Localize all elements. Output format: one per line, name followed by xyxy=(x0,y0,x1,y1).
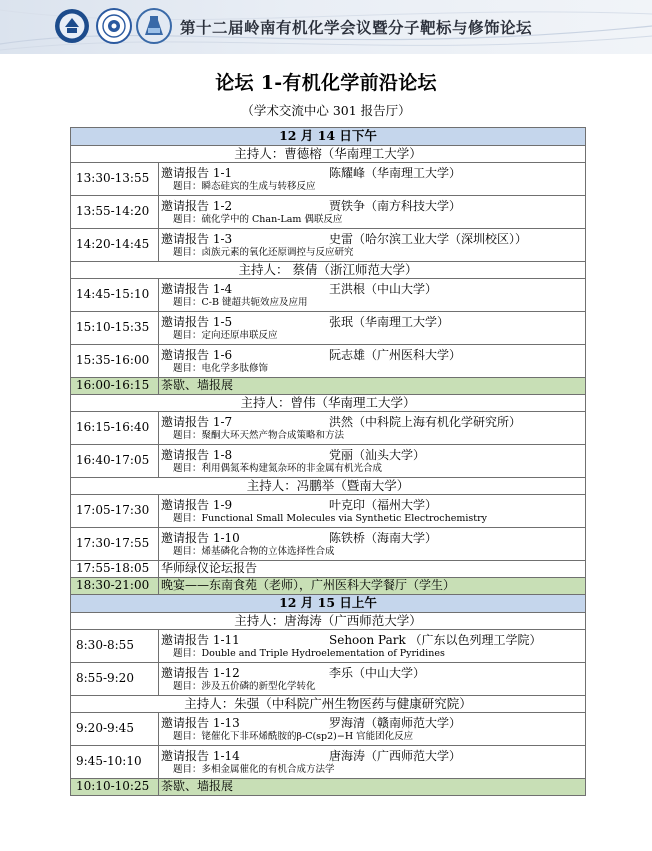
time-slot: 16:40-17:05 xyxy=(71,445,159,478)
event-text: 茶歇、墙报展 xyxy=(161,378,234,393)
talk-cell xyxy=(159,163,586,196)
event-text: 晚宴——东南食苑（老师），广州医科大学餐厅（学生） xyxy=(161,578,456,593)
talk-topic: 题目：涉及五价磷的新型化学转化 xyxy=(173,680,316,692)
time-slot: 8:30-8:55 xyxy=(71,630,159,663)
talk-cell xyxy=(159,345,586,378)
talk-cell xyxy=(159,312,586,345)
chemistry-logo xyxy=(136,8,172,44)
talk-row xyxy=(71,528,586,561)
time-slot: 18:30-21:00 xyxy=(71,578,159,595)
time-slot: 16:15-16:40 xyxy=(71,412,159,445)
talk-topic: 题目：定向还原串联反应 xyxy=(173,329,278,341)
talk-line xyxy=(159,199,585,215)
break-row xyxy=(71,779,586,796)
talk-row xyxy=(71,345,586,378)
page-title: 论坛 1-有机化学前沿论坛 xyxy=(215,72,437,94)
talk-cell xyxy=(159,229,586,262)
talk-speaker: 王洪根（中山大学） xyxy=(329,281,438,296)
host-row xyxy=(71,146,586,163)
time-slot: 9:45-10:10 xyxy=(71,746,159,779)
talk-row xyxy=(71,229,586,262)
day-header: 12 月 15 日上午 xyxy=(71,595,586,613)
talk-line xyxy=(159,498,585,514)
venue-subtitle: （学术交流中心 301 报告厅） xyxy=(241,103,411,118)
session-host: 主持人：曾伟（华南理工大学） xyxy=(71,395,586,412)
talk-line xyxy=(159,232,585,248)
talk-label: 邀请报告 1-3 xyxy=(161,231,233,246)
talk-label: 邀请报告 1-5 xyxy=(161,314,233,329)
talk-topic: 题目：电化学多肽修饰 xyxy=(173,362,269,374)
time-slot: 15:35-16:00 xyxy=(71,345,159,378)
talk-label: 邀请报告 1-6 xyxy=(161,347,233,362)
event-cell xyxy=(159,578,586,595)
time-slot: 9:20-9:45 xyxy=(71,713,159,746)
talk-topic: 题目：C-B 键超共轭效应及应用 xyxy=(173,296,308,308)
talk-label: 邀请报告 1-4 xyxy=(161,281,233,296)
talk-topic: 题目：瞬态硅宾的生成与转移反应 xyxy=(173,180,316,192)
session-host: 主持人：曹德榕（华南理工大学） xyxy=(71,146,586,163)
talk-topic: 题目：铑催化下非环烯酰胺的β-C(sp2)−H 官能团化反应 xyxy=(173,730,414,742)
talk-row xyxy=(71,746,586,779)
talk-label: 邀请报告 1-14 xyxy=(161,748,240,763)
time-slot: 16:00-16:15 xyxy=(71,378,159,395)
host-row xyxy=(71,613,586,630)
time-slot: 14:45-15:10 xyxy=(71,279,159,312)
talk-row xyxy=(71,495,586,528)
time-slot: 8:55-9:20 xyxy=(71,663,159,696)
talk-line xyxy=(159,749,585,765)
talk-line xyxy=(159,315,585,331)
time-slot: 17:55-18:05 xyxy=(71,561,159,578)
event-text: 茶歇、墙报展 xyxy=(161,779,234,794)
talk-line xyxy=(159,666,585,682)
day-row xyxy=(71,128,586,146)
university-logo xyxy=(96,8,132,44)
talk-cell xyxy=(159,196,586,229)
session-host: 主持人：唐海涛（广西师范大学） xyxy=(71,613,586,630)
talk-row xyxy=(71,663,586,696)
talk-row xyxy=(71,163,586,196)
talk-speaker: 洪然（中科院上海有机化学研究所） xyxy=(329,414,522,429)
talk-cell xyxy=(159,412,586,445)
talk-row xyxy=(71,630,586,663)
talk-row xyxy=(71,196,586,229)
host-row xyxy=(71,696,586,713)
talk-cell xyxy=(159,445,586,478)
talk-topic: 题目：聚酮大环天然产物合成策略和方法 xyxy=(173,429,345,441)
header-banner xyxy=(0,0,652,54)
host-row xyxy=(71,262,586,279)
session-host: 主持人： 蔡倩（浙江师范大学） xyxy=(71,262,586,279)
talk-label: 邀请报告 1-8 xyxy=(161,447,233,462)
talk-row xyxy=(71,312,586,345)
talk-speaker: 叶克印（福州大学） xyxy=(329,497,438,512)
talk-label: 邀请报告 1-1 xyxy=(161,165,233,180)
talk-cell xyxy=(159,528,586,561)
event-cell xyxy=(159,779,586,796)
talk-topic: 题目：烯基磷化合物的立体选择性合成 xyxy=(173,545,335,557)
event-cell xyxy=(159,561,586,578)
host-row xyxy=(71,478,586,495)
talk-label: 邀请报告 1-10 xyxy=(161,530,240,545)
talk-topic: 题目：多相金属催化的有机合成方法学 xyxy=(173,763,335,775)
talk-speaker: 陈耀峰（华南理工大学） xyxy=(329,165,462,180)
talk-topic: 题目：Double and Triple Hydroelementation of Pyridines xyxy=(173,647,445,659)
event-cell xyxy=(159,378,586,395)
conference-title: 第十二届岭南有机化学会议暨分子靶标与修饰论坛 xyxy=(180,19,533,37)
talk-cell xyxy=(159,495,586,528)
talk-line xyxy=(159,633,585,649)
time-slot: 17:05-17:30 xyxy=(71,495,159,528)
time-slot: 13:30-13:55 xyxy=(71,163,159,196)
schedule-table xyxy=(70,127,586,796)
talk-topic: 题目：Functional Small Molecules via Synthetic Electrochemistry xyxy=(173,512,487,524)
talk-row xyxy=(71,279,586,312)
talk-cell xyxy=(159,713,586,746)
talk-row xyxy=(71,445,586,478)
talk-speaker: 党丽（汕头大学） xyxy=(329,447,426,462)
time-slot: 15:10-15:35 xyxy=(71,312,159,345)
talk-row xyxy=(71,713,586,746)
talk-label: 邀请报告 1-2 xyxy=(161,198,233,213)
session-host: 主持人：冯鹏举（暨南大学） xyxy=(71,478,586,495)
talk-speaker: Sehoon Park （广东以色列理工学院） xyxy=(329,632,542,647)
talk-speaker: 李乐（中山大学） xyxy=(329,665,426,680)
talk-topic: 题目：卤族元素的氧化还原调控与反应研究 xyxy=(173,246,354,258)
talk-line xyxy=(159,415,585,431)
talk-line xyxy=(159,166,585,182)
event-text: 华师绿仪论坛报告 xyxy=(161,561,258,576)
talk-line xyxy=(159,716,585,732)
break-row xyxy=(71,378,586,395)
talk-label: 邀请报告 1-7 xyxy=(161,414,233,429)
schedule-body xyxy=(71,128,586,796)
day-row xyxy=(71,595,586,613)
talk-label: 邀请报告 1-11 xyxy=(161,632,240,647)
talk-speaker: 阮志雄（广州医科大学） xyxy=(329,347,462,362)
day-header: 12 月 14 日下午 xyxy=(71,128,586,146)
talk-topic: 题目：利用偶氮苯构建氮杂环的非金属有机光合成 xyxy=(173,462,383,474)
host-row xyxy=(71,395,586,412)
talk-speaker: 史雷（哈尔滨工业大学（深圳校区）） xyxy=(329,231,528,246)
talk-speaker: 陈铁桥（海南大学） xyxy=(329,530,438,545)
talk-speaker: 张珉（华南理工大学） xyxy=(329,314,450,329)
talk-topic: 题目：硫化学中的 Chan-Lam 偶联反应 xyxy=(173,213,343,225)
talk-speaker: 贾铁争（南方科技大学） xyxy=(329,198,462,213)
talk-line xyxy=(159,448,585,464)
talk-line xyxy=(159,282,585,298)
talk-line xyxy=(159,531,585,547)
talk-speaker: 唐海涛（广西师范大学） xyxy=(329,748,462,763)
talk-cell xyxy=(159,663,586,696)
talk-label: 邀请报告 1-13 xyxy=(161,715,240,730)
talk-label: 邀请报告 1-12 xyxy=(161,665,240,680)
time-slot: 13:55-14:20 xyxy=(71,196,159,229)
talk-label: 邀请报告 1-9 xyxy=(161,497,233,512)
talk-cell xyxy=(159,630,586,663)
emblem-logo xyxy=(54,8,90,44)
talk-cell xyxy=(159,279,586,312)
time-slot: 14:20-14:45 xyxy=(71,229,159,262)
talk-speaker: 罗海清（赣南师范大学） xyxy=(329,715,462,730)
time-slot: 10:10-10:25 xyxy=(71,779,159,796)
talk-row xyxy=(71,412,586,445)
plain-row xyxy=(71,561,586,578)
time-slot: 17:30-17:55 xyxy=(71,528,159,561)
talk-cell xyxy=(159,746,586,779)
break-row xyxy=(71,578,586,595)
session-host: 主持人：朱强（中科院广州生物医药与健康研究院） xyxy=(71,696,586,713)
talk-line xyxy=(159,348,585,364)
